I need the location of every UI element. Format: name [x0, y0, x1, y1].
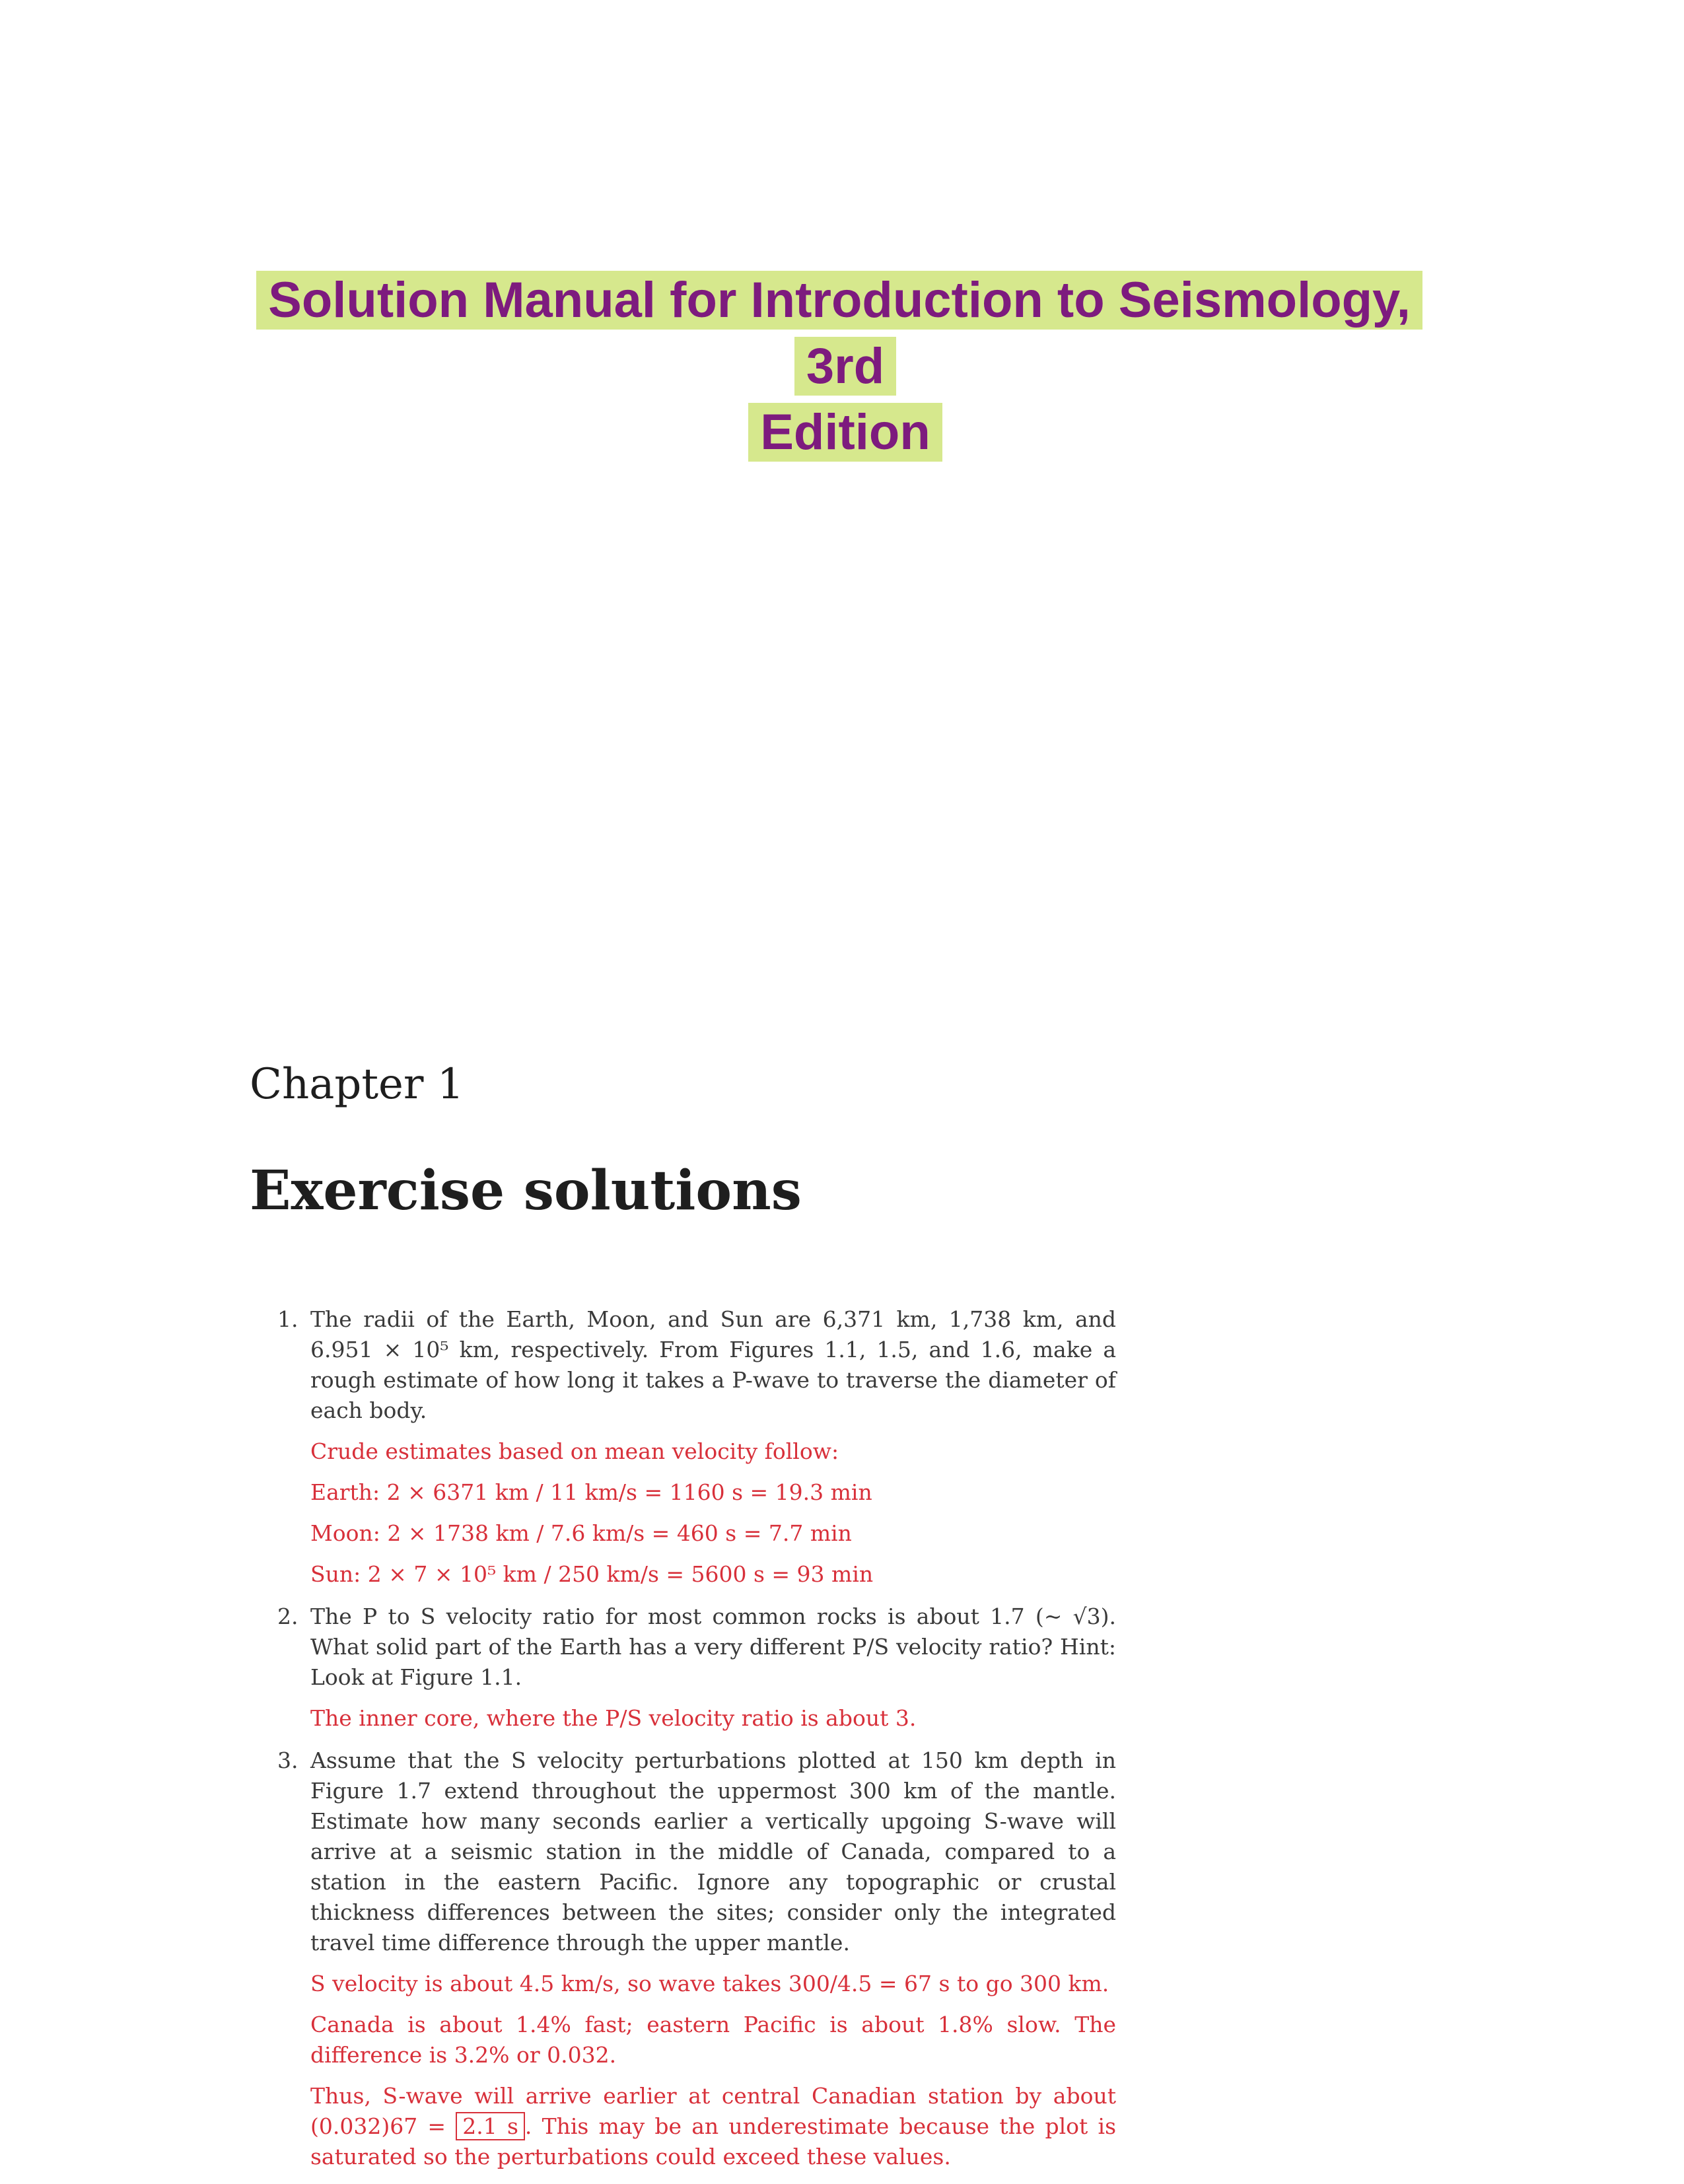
chapter-label: Chapter 1 — [250, 1060, 464, 1109]
title-line-1: Solution Manual for Introduction to Seismology, 3rd — [256, 271, 1422, 396]
final-answer-before: Thus, S-wave will arrive earlier at central Canadian station by about (0.032)67 = — [310, 2083, 1116, 2139]
exercise-number: 1. — [277, 1306, 298, 1332]
exercise-2 — [277, 1602, 1116, 1734]
answer-line: Canada is about 1.4% fast; eastern Pacific is about 1.8% slow. The difference is 3.2% or 0.032. — [310, 2012, 1116, 2068]
exercise-question: The radii of the Earth, Moon, and Sun are 6,371 km, 1,738 km, and 6.951 × 10⁵ km, respectively. From Figures 1.1, 1.5, and 1.6, make a rough estimate of how long it takes a P-wave to traverse the diameter of each body. — [310, 1306, 1116, 1423]
boxed-answer: 2.1 s — [456, 2112, 525, 2140]
answer-line: Crude estimates based on mean velocity follow: — [310, 1438, 839, 1464]
exercise-list — [277, 1304, 1116, 2184]
answer-line: Earth: 2 × 6371 km / 11 km/s = 1160 s = 19.3 min — [310, 1479, 872, 1505]
exercise-question: The P to S velocity ratio for most common rocks is about 1.7 (~ √3). What solid part of the Earth has a very different P/S velocity ratio? Hint: Look at Figure 1.1. — [310, 1603, 1116, 1690]
exercise-1 — [277, 1304, 1116, 1590]
exercise-number: 3. — [277, 1747, 298, 1773]
exercise-question: Assume that the S velocity perturbations plotted at 150 km depth in Figure 1.7 extend throughout the uppermost 300 km of the mantle. Estimate how many seconds earlier a vertically upgoing S-wave will arrive at a seismic station in the middle of Canada, compared to a station in the eastern Pacific. Ignore any topographic or crustal thickness differences between the sites; consider only the integrated travel time difference through the upper mantle. — [310, 1747, 1116, 1955]
document-title — [218, 267, 1473, 466]
answer-line: The inner core, where the P/S velocity ratio is about 3. — [310, 1705, 917, 1731]
answer-line: S velocity is about 4.5 km/s, so wave takes 300/4.5 = 67 s to go 300 km. — [310, 1971, 1109, 1996]
final-answer-after: . This may be an underestimate because the plot is saturated so the perturbations could exceed these values. — [310, 2113, 1116, 2169]
answer-line: Sun: 2 × 7 × 10⁵ km / 250 km/s = 5600 s = 93 min — [310, 1561, 874, 1587]
exercise-number: 2. — [277, 1603, 298, 1629]
section-heading: Exercise solutions — [250, 1159, 802, 1222]
final-answer — [310, 2081, 1116, 2172]
title-line-2: Edition — [748, 403, 942, 462]
answer-line: Moon: 2 × 1738 km / 7.6 km/s = 460 s = 7.7 min — [310, 1520, 852, 1546]
exercise-3 — [277, 1745, 1116, 2172]
